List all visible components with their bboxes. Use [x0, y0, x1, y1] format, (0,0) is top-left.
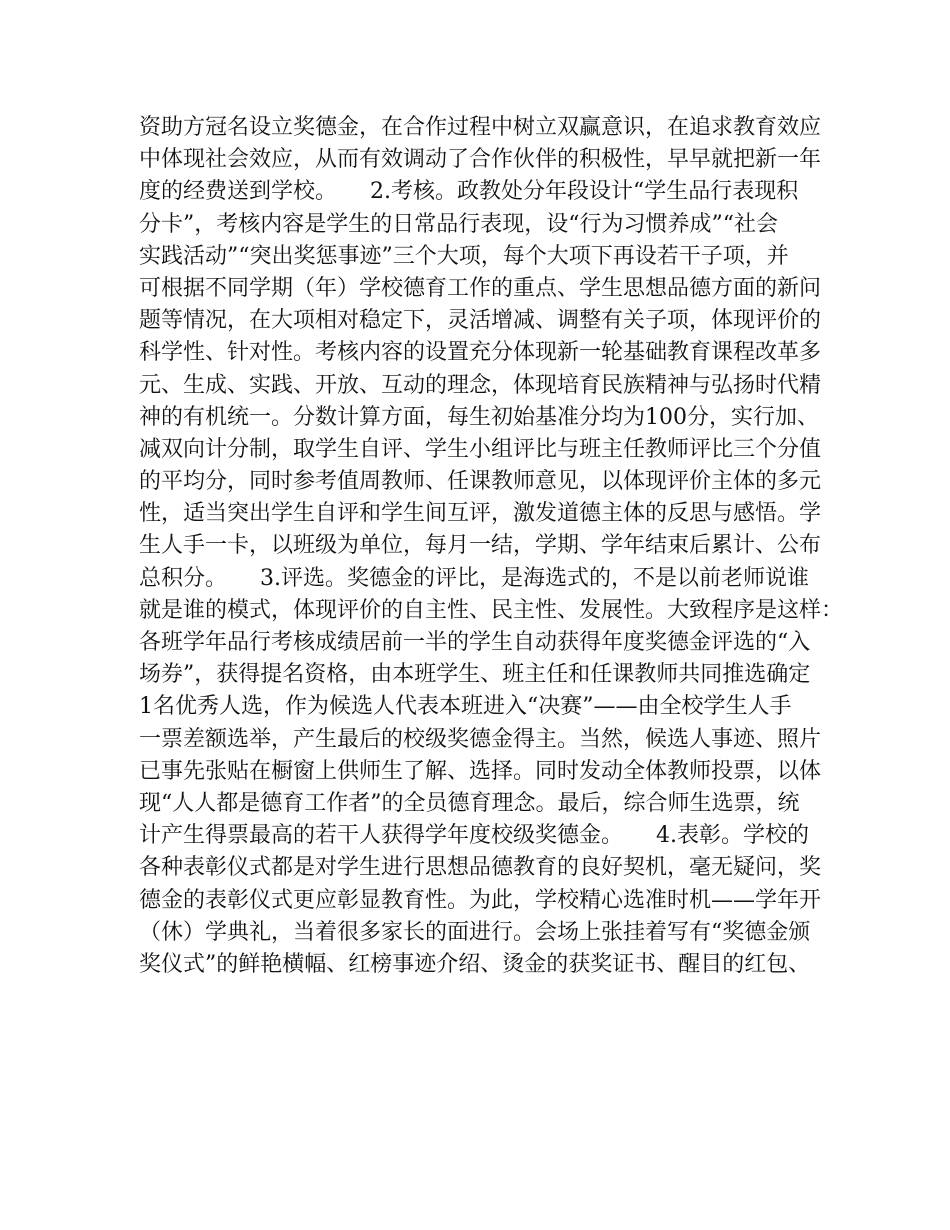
text-line: 各种表彰仪式都是对学生进行思想品德教育的良好契机，毫无疑问，奖: [139, 855, 822, 881]
text-line: 生人手一卡，以班级为单位，每月一结，学期、学年结束后累计、公布: [139, 533, 822, 559]
text-line: （休）学典礼，当着很多家长的面进行。会场上张挂着写有“奖德金颁: [139, 919, 811, 945]
text-line: 神的有机统一。分数计算方面，每生初始基准分均为100分，实行加、: [139, 404, 819, 430]
text-line: 中体现社会效应，从而有效调动了合作伙伴的积极性，早早就把新一年: [139, 147, 822, 173]
text-line: 题等情况，在大项相对稳定下，灵活增减、调整有关子项，体现评价的: [139, 308, 822, 334]
text-line: 减双向计分制，取学生自评、学生小组评比与班主任教师评比三个分值: [139, 436, 822, 462]
text-line: 度的经费送到学校。 2.考核。政教处分年段设计“学生品行表现积: [139, 179, 799, 205]
text-line: 奖仪式”的鲜艳横幅、红榜事迹介绍、烫金的获奖证书、醒目的红包、: [139, 951, 811, 977]
text-line: 计产生得票最高的若干人获得学年度校级奖德金。 4.表彰。学校的: [139, 823, 809, 849]
text-line: 就是谁的模式，体现评价的自主性、民主性、发展性。大致程序是这样：: [139, 597, 844, 623]
text-line: 可根据不同学期（年）学校德育工作的重点、学生思想品德方面的新问: [139, 275, 822, 301]
text-line: 已事先张贴在橱窗上供师生了解、选择。同时发动全体教师投票，以体: [139, 758, 822, 784]
text-line: 各班学年品行考核成绩居前一半的学生自动获得年度奖德金评选的“入: [139, 630, 811, 655]
text-line: 场券”，获得提名资格，由本班学生、班主任和任课教师共同推选确定: [139, 662, 811, 688]
text-line: 现“人人都是德育工作者”的全员德育理念。最后，综合师生选票，统: [139, 790, 800, 816]
body-text: [139, 112, 844, 981]
text-line: 科学性、针对性。考核内容的设置充分体现新一轮基础教育课程改革多: [139, 340, 822, 366]
text-line: 的平均分，同时参考值周教师、任课教师意见，以体现评价主体的多元: [139, 469, 822, 495]
text-line: 分卡”，考核内容是学生的日常品行表现，设“行为习惯养成”“社会: [139, 211, 778, 237]
text-line: 1名优秀人选，作为候选人代表本班进入“决赛”——由全校学生人手: [139, 694, 792, 720]
text-line: 总积分。 3.评选。奖德金的评比，是海选式的，不是以前老师说谁: [139, 565, 809, 591]
text-line: 性，适当突出学生自评和学生间互评，激发道德主体的反思与感悟。学: [139, 501, 822, 527]
text-line: 资助方冠名设立奖德金，在合作过程中树立双赢意识，在追求教育效应: [139, 115, 822, 140]
text-line: 实践活动”“突出奖惩事迹”三个大项，每个大项下再设若干子项，并: [139, 243, 789, 269]
text-line: 德金的表彰仪式更应彰显教育性。为此，学校精心选准时机——学年开: [139, 887, 822, 913]
text-line: 元、生成、实践、开放、互动的理念，体现培育民族精神与弘扬时代精: [139, 372, 822, 398]
text-line: 一票差额选举，产生最后的校级奖德金得主。当然，候选人事迹、照片: [139, 726, 822, 752]
